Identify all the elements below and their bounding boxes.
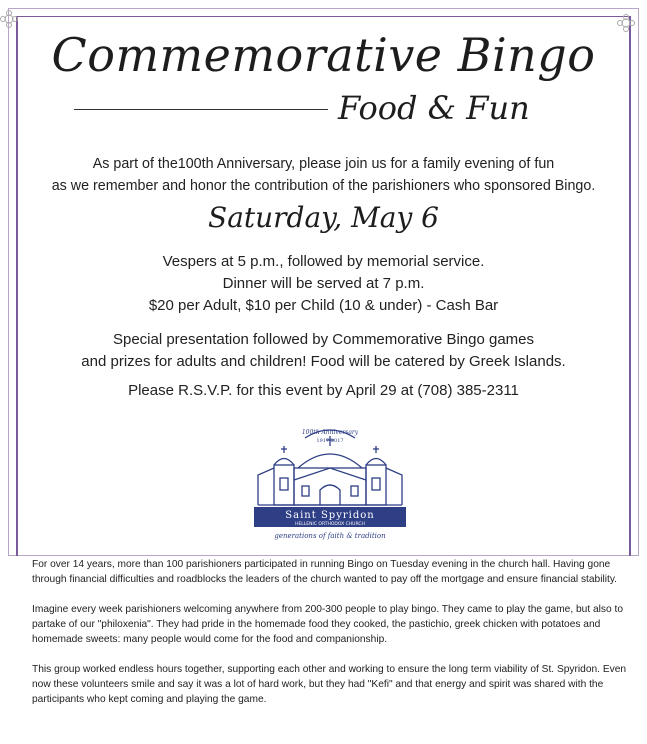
logo-anniversary: 100th Anniversary (301, 429, 359, 436)
title-divider (74, 109, 328, 110)
intro-line: As part of the100th Anniversary, please join us for a family evening of fun (92, 156, 555, 172)
church-logo (250, 420, 410, 545)
detail-line: Vespers at 5 p.m., followed by memorial service. (162, 253, 485, 270)
intro-line: as we remember and honor the contribution of the parishioners who sponsored Bingo. (51, 178, 596, 194)
flyer-title: Commemorative Bingo (51, 28, 596, 82)
article-paragraph: For over 14 years, more than 100 parishioners participated in running Bingo on Tuesday evening in the church hall. Having gone through financial difficulties and roadblocks the leaders of the church wanted to pay off the mortgage and ensure financial stability. (32, 559, 618, 585)
logo-name: Saint Spyridon (285, 510, 375, 521)
detail-line: Dinner will be served at 7 p.m. (222, 275, 425, 292)
event-details (0, 251, 647, 317)
article-paragraph: Imagine every week parishioners welcoming anywhere from 200-300 people to play bingo. They came to play the game, but also to partake of our "philoxenia". They had pride in the homemade food they cooked, the pastichio, greek chicken with potatoes and homemade sweets: many people would come for the food and companionship. (32, 604, 624, 645)
presentation-text (0, 329, 647, 373)
detail-line: $20 per Adult, $10 per Child (10 & under) - Cash Bar (148, 297, 499, 314)
corner-ornament-icon (0, 10, 18, 28)
logo-tagline: generations of faith & tradition (274, 532, 386, 540)
event-date: Saturday, May 6 (208, 201, 439, 234)
article-body (32, 557, 632, 722)
logo-church: HELLENIC ORTHODOX CHURCH (295, 522, 365, 527)
presentation-line: Special presentation followed by Commemorative Bingo games (112, 331, 535, 348)
rsvp-text: Please R.S.V.P. for this event by April 29 at (708) 385-2311 (128, 382, 519, 399)
intro-text (0, 153, 647, 197)
logo-years: 1917-2017 (316, 438, 344, 444)
flyer-subtitle: Food & Fun (338, 89, 530, 127)
presentation-line: and prizes for adults and children! Food will be catered by Greek Islands. (81, 353, 566, 370)
article-paragraph: This group worked endless hours together, supporting each other and working to ensure the long term viability of St. Spyridon. Even now these volunteers smile and say it was a lot of hard work, but they had "Kefi" and that energy and spirit was shared with the participants who kept coming and playing the game. (32, 664, 627, 705)
